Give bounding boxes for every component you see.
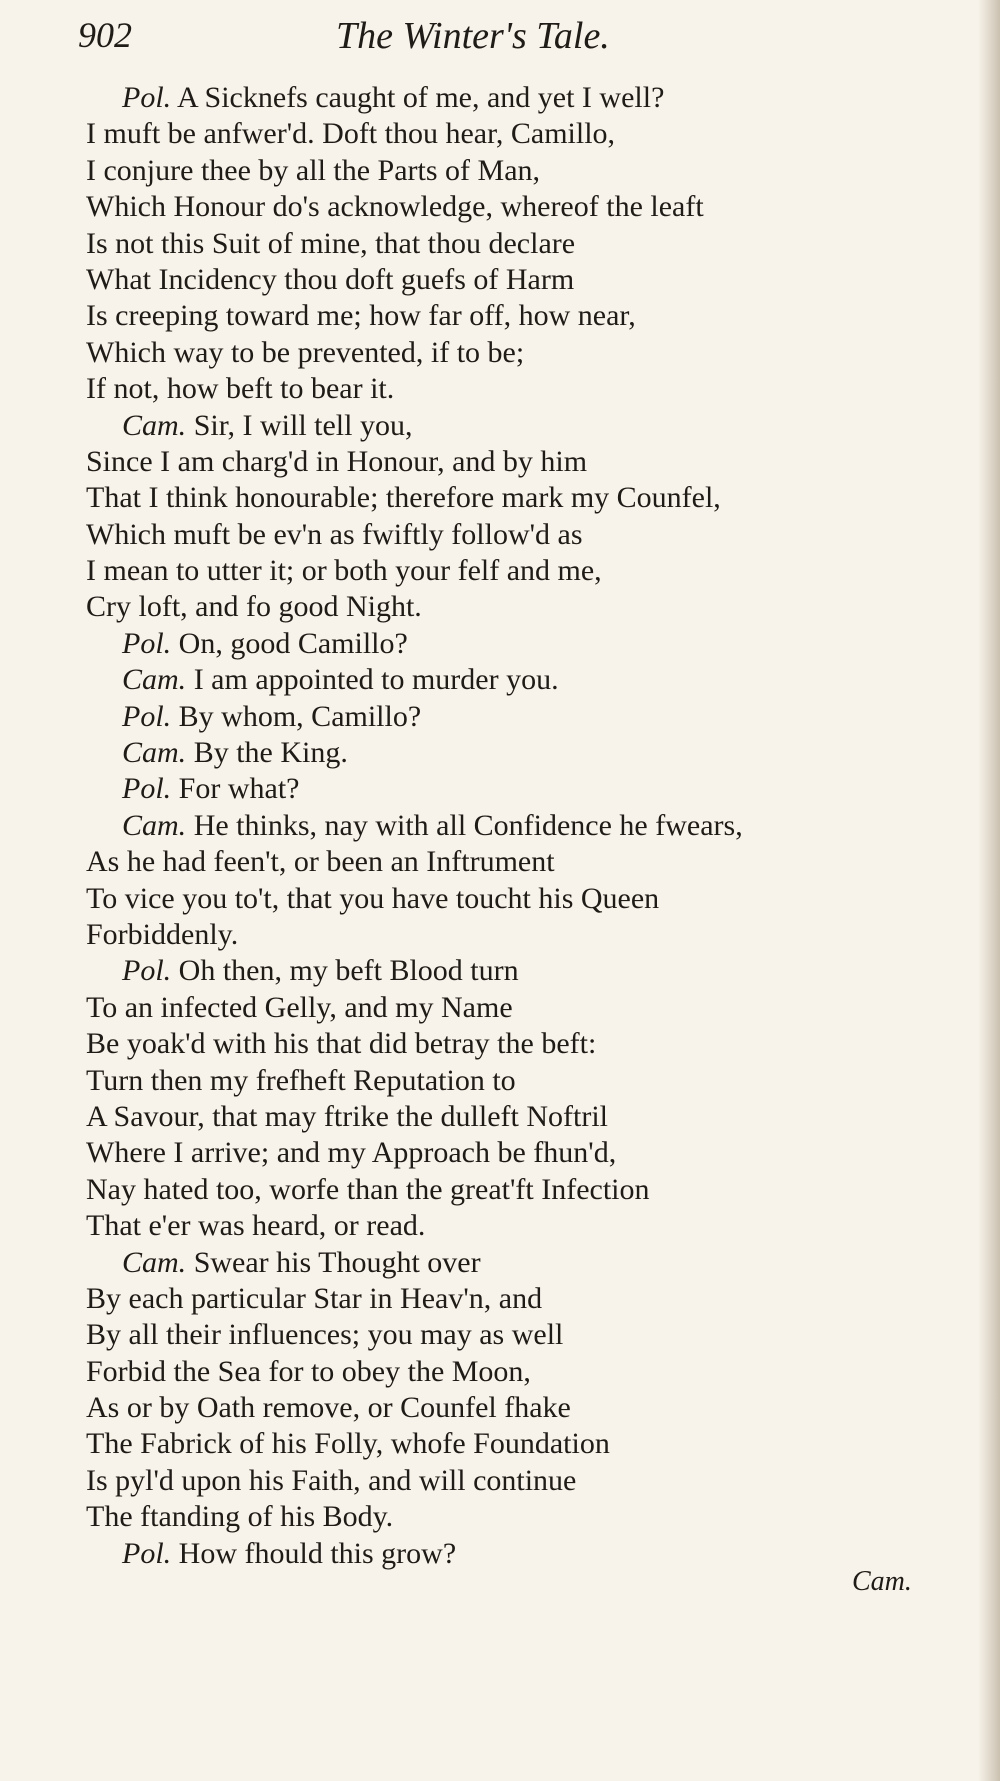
text-line: [86, 771, 966, 807]
speaker-label: Pol.: [122, 954, 172, 988]
line-text: By all their influences; you may as well: [86, 1318, 564, 1352]
text-line: [86, 589, 966, 625]
speaker-label: Cam.: [122, 663, 187, 697]
speaker-label: Pol.: [122, 772, 172, 806]
text-line: [86, 881, 966, 917]
line-text: Is creeping toward me; how far off, how near,: [86, 299, 636, 333]
line-text: For what?: [178, 772, 300, 806]
line-text: Forbiddenly.: [86, 917, 239, 951]
text-line: [86, 116, 966, 152]
line-text: Cry loft, and fo good Night.: [86, 590, 422, 624]
text-line: [86, 1499, 966, 1535]
line-text: Be yoak'd with his that did betray the beft:: [86, 1027, 597, 1061]
line-text: He thinks, nay with all Confidence he fwears,: [193, 808, 743, 842]
line-text: By each particular Star in Heav'n, and: [86, 1281, 543, 1315]
text-line: [86, 1063, 966, 1099]
text-line: [86, 480, 966, 516]
speaker-label: Cam.: [122, 808, 187, 842]
line-text: Nay hated too, worfe than the great'ft Infection: [86, 1172, 650, 1206]
text-line: [86, 1026, 966, 1062]
speaker-label: Cam.: [122, 408, 187, 442]
text-line: [86, 80, 966, 116]
line-text: Is not this Suit of mine, that thou declare: [86, 226, 576, 260]
line-text: Where I arrive; and my Approach be fhun'd,: [86, 1136, 617, 1170]
text-line: [86, 990, 966, 1026]
line-text: Which way to be prevented, if to be;: [86, 335, 525, 369]
play-text: [86, 80, 966, 1572]
text-line: [86, 335, 966, 371]
line-text: Turn then my frefheft Reputation to: [86, 1063, 516, 1097]
line-text: As or by Oath remove, or Counfel fhake: [86, 1391, 571, 1425]
text-line: [86, 1172, 966, 1208]
text-line: [86, 735, 966, 771]
line-text: To vice you to't, that you have toucht his Queen: [86, 881, 660, 915]
text-line: [86, 1208, 966, 1244]
text-line: [86, 953, 966, 989]
line-text: The Fabrick of his Folly, whofe Foundation: [86, 1427, 610, 1461]
text-line: [86, 1135, 966, 1171]
speaker-label: Cam.: [122, 1245, 187, 1279]
text-line: [86, 1099, 966, 1135]
line-text: A Savour, that may ftrike the dulleft Noftril: [86, 1099, 609, 1133]
text-line: [86, 517, 966, 553]
line-text: Sir, I will tell you,: [193, 408, 413, 442]
text-line: [86, 699, 966, 735]
text-line: [86, 1426, 966, 1462]
text-line: [86, 262, 966, 298]
text-line: [86, 371, 966, 407]
running-title: The Winter's Tale.: [336, 15, 610, 57]
line-text: Forbid the Sea for to obey the Moon,: [86, 1354, 531, 1388]
page-number: 902: [78, 15, 132, 55]
speaker-label: Pol.: [122, 626, 172, 660]
line-text: That I think honourable; therefore mark my Counfel,: [86, 481, 721, 515]
catchword: Cam.: [852, 1566, 912, 1597]
speaker-label: Pol.: [122, 81, 172, 114]
line-text: Is pyl'd upon his Faith, and will continue: [86, 1463, 577, 1497]
line-text: By whom, Camillo?: [178, 699, 422, 733]
text-line: [86, 408, 966, 444]
text-line: [86, 189, 966, 225]
page-header: [78, 14, 898, 64]
text-line: [86, 1281, 966, 1317]
text-line: [86, 626, 966, 662]
line-text: I conjure thee by all the Parts of Man,: [86, 153, 541, 187]
text-line: [86, 1354, 966, 1390]
speaker-label: Pol.: [122, 699, 172, 733]
line-text: What Incidency thou doft guefs of Harm: [86, 262, 575, 296]
line-text: By the King.: [193, 736, 348, 770]
text-line: [86, 917, 966, 953]
text-line: [86, 844, 966, 880]
text-line: [86, 226, 966, 262]
line-text: The ftanding of his Body.: [86, 1500, 394, 1534]
text-line: [86, 1317, 966, 1353]
line-text: As he had feen't, or been an Inftrument: [86, 845, 555, 879]
text-line: [86, 1536, 966, 1572]
line-text: Which Honour do's acknowledge, whereof the leaft: [86, 190, 704, 224]
text-line: [86, 298, 966, 334]
text-line: [86, 808, 966, 844]
text-line: [86, 1390, 966, 1426]
page-edge-shadow: [978, 0, 1000, 1781]
line-text: If not, how beft to bear it.: [86, 372, 395, 406]
line-text: Which muft be ev'n as fwiftly follow'd as: [86, 517, 583, 551]
line-text: That e'er was heard, or read.: [86, 1209, 426, 1243]
line-text: I mean to utter it; or both your felf and me,: [86, 554, 602, 588]
line-text: I am appointed to murder you.: [193, 663, 559, 697]
line-text: Since I am charg'd in Honour, and by him: [86, 444, 588, 478]
text-line: [86, 1245, 966, 1281]
line-text: Swear his Thought over: [193, 1245, 481, 1279]
text-line: [86, 662, 966, 698]
line-text: To an infected Gelly, and my Name: [86, 990, 513, 1024]
speaker-label: Pol.: [122, 1536, 172, 1570]
line-text: On, good Camillo?: [178, 626, 408, 660]
text-line: [86, 553, 966, 589]
line-text: I muft be anfwer'd. Doft thou hear, Camillo,: [86, 117, 616, 151]
line-text: How fhould this grow?: [178, 1536, 457, 1570]
text-line: [86, 444, 966, 480]
text-line: [86, 153, 966, 189]
text-line: [86, 1463, 966, 1499]
line-text: A Sicknefs caught of me, and yet I well?: [177, 81, 665, 114]
line-text: Oh then, my beft Blood turn: [178, 954, 519, 988]
speaker-label: Cam.: [122, 736, 187, 770]
